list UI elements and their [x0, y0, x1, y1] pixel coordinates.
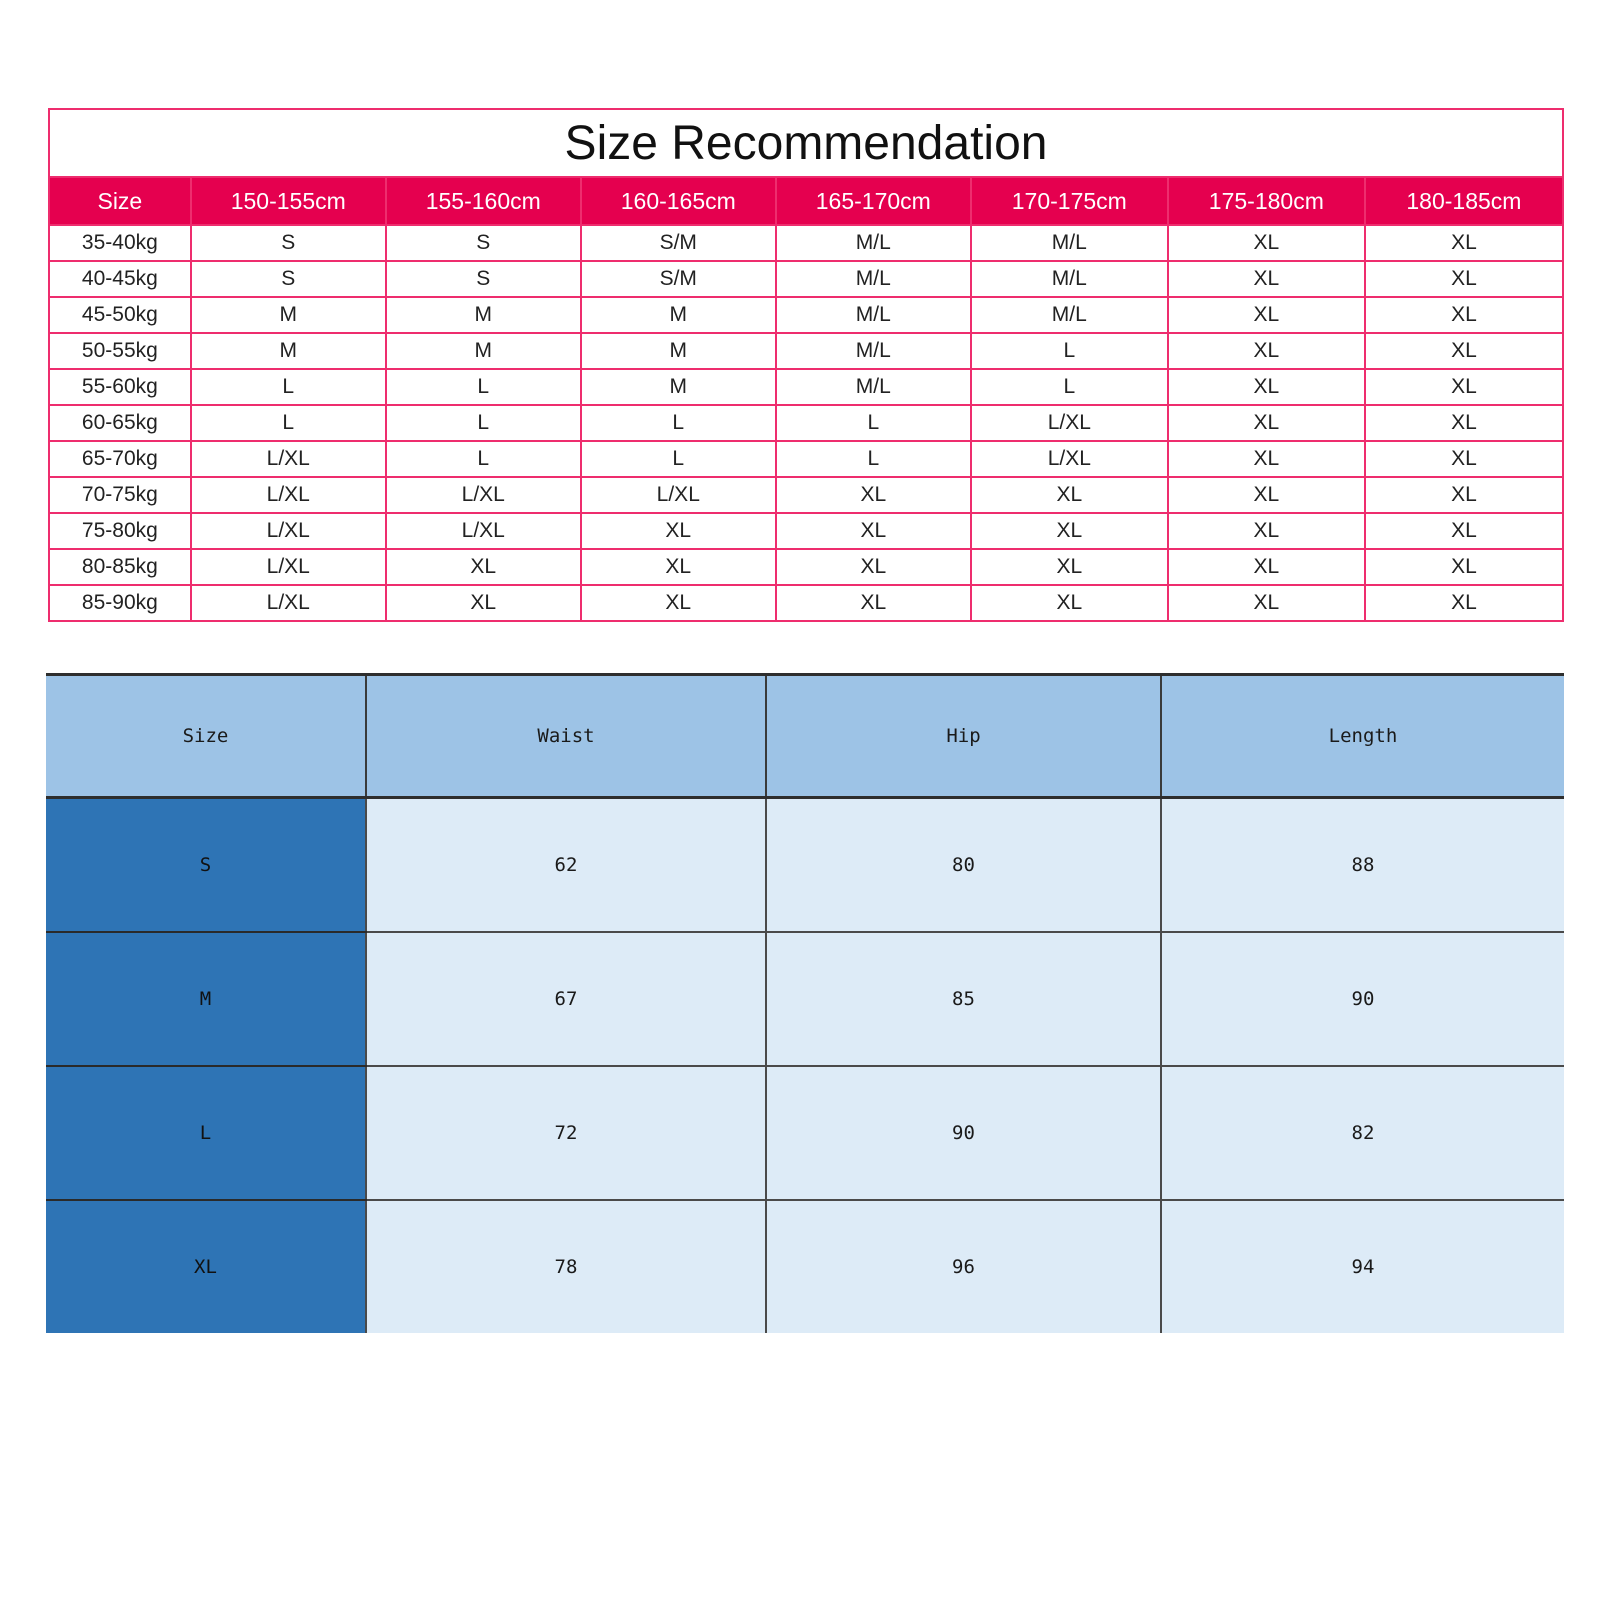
- recommended-size-cell: M/L: [776, 225, 971, 261]
- recommended-size-cell: XL: [1168, 477, 1365, 513]
- recommended-size-cell: S: [386, 261, 581, 297]
- recommended-size-cell: S/M: [581, 261, 776, 297]
- recommended-size-cell: S: [191, 261, 386, 297]
- height-header: 170-175cm: [971, 177, 1168, 225]
- recommended-size-cell: L/XL: [386, 477, 581, 513]
- height-header-row: [49, 177, 1563, 225]
- table-row: [49, 585, 1563, 621]
- recommended-size-cell: XL: [581, 513, 776, 549]
- recommended-size-cell: L: [386, 405, 581, 441]
- table-row: [49, 261, 1563, 297]
- table-title: Size Recommendation: [49, 109, 1563, 177]
- height-header: 175-180cm: [1168, 177, 1365, 225]
- recommended-size-cell: XL: [1168, 261, 1365, 297]
- recommended-size-cell: XL: [1168, 297, 1365, 333]
- size-label-cell: S: [46, 798, 366, 933]
- recommended-size-cell: L: [581, 441, 776, 477]
- recommended-size-cell: L: [776, 405, 971, 441]
- recommended-size-cell: M: [191, 297, 386, 333]
- recommended-size-cell: XL: [581, 585, 776, 621]
- hip-column-header: Hip: [766, 675, 1161, 798]
- table-row: [46, 1200, 1564, 1333]
- hip-value-cell: 85: [766, 932, 1161, 1066]
- size-column-header: Size: [46, 675, 366, 798]
- weight-range-cell: 35-40kg: [49, 225, 191, 261]
- height-header: 155-160cm: [386, 177, 581, 225]
- recommended-size-cell: M/L: [971, 297, 1168, 333]
- recommended-size-cell: XL: [1168, 513, 1365, 549]
- recommended-size-cell: L/XL: [191, 585, 386, 621]
- size-recommendation-table-container: [48, 108, 1564, 622]
- size-recommendation-table: [48, 108, 1564, 622]
- corner-size-label: Size: [49, 177, 191, 225]
- table-row: [46, 932, 1564, 1066]
- size-label-cell: L: [46, 1066, 366, 1200]
- recommended-size-cell: XL: [1365, 513, 1563, 549]
- recommended-size-cell: XL: [1365, 477, 1563, 513]
- height-header: 180-185cm: [1365, 177, 1563, 225]
- recommended-size-cell: M: [191, 333, 386, 369]
- recommended-size-cell: XL: [1168, 333, 1365, 369]
- length-value-cell: 82: [1161, 1066, 1564, 1200]
- recommended-size-cell: L/XL: [386, 513, 581, 549]
- recommended-size-cell: M/L: [776, 333, 971, 369]
- weight-range-cell: 75-80kg: [49, 513, 191, 549]
- recommended-size-cell: XL: [1365, 333, 1563, 369]
- height-header: 150-155cm: [191, 177, 386, 225]
- table-row: [49, 369, 1563, 405]
- recommended-size-cell: XL: [971, 477, 1168, 513]
- measurement-header-row: [46, 675, 1564, 798]
- weight-range-cell: 80-85kg: [49, 549, 191, 585]
- length-value-cell: 88: [1161, 798, 1564, 933]
- table-row: [49, 333, 1563, 369]
- length-column-header: Length: [1161, 675, 1564, 798]
- weight-range-cell: 55-60kg: [49, 369, 191, 405]
- recommended-size-cell: M/L: [971, 225, 1168, 261]
- weight-range-cell: 45-50kg: [49, 297, 191, 333]
- recommended-size-cell: XL: [971, 585, 1168, 621]
- waist-value-cell: 72: [366, 1066, 766, 1200]
- recommended-size-cell: L: [971, 369, 1168, 405]
- weight-range-cell: 85-90kg: [49, 585, 191, 621]
- weight-range-cell: 60-65kg: [49, 405, 191, 441]
- waist-value-cell: 67: [366, 932, 766, 1066]
- recommended-size-cell: XL: [1168, 369, 1365, 405]
- recommended-size-cell: XL: [971, 549, 1168, 585]
- recommended-size-cell: XL: [1365, 297, 1563, 333]
- recommended-size-cell: M: [581, 297, 776, 333]
- recommended-size-cell: XL: [581, 549, 776, 585]
- recommended-size-cell: L/XL: [971, 405, 1168, 441]
- table-row: [49, 513, 1563, 549]
- recommended-size-cell: L/XL: [971, 441, 1168, 477]
- measurement-table: [46, 673, 1564, 1333]
- recommended-size-cell: L/XL: [191, 441, 386, 477]
- waist-column-header: Waist: [366, 675, 766, 798]
- recommended-size-cell: M: [386, 333, 581, 369]
- recommended-size-cell: XL: [776, 513, 971, 549]
- length-value-cell: 90: [1161, 932, 1564, 1066]
- recommended-size-cell: XL: [1168, 585, 1365, 621]
- hip-value-cell: 96: [766, 1200, 1161, 1333]
- recommended-size-cell: L/XL: [581, 477, 776, 513]
- recommended-size-cell: XL: [386, 549, 581, 585]
- height-header: 165-170cm: [776, 177, 971, 225]
- recommended-size-cell: XL: [776, 585, 971, 621]
- recommended-size-cell: XL: [1168, 225, 1365, 261]
- recommended-size-cell: XL: [1365, 549, 1563, 585]
- recommended-size-cell: L/XL: [191, 477, 386, 513]
- recommended-size-cell: L: [386, 441, 581, 477]
- recommended-size-cell: M/L: [776, 369, 971, 405]
- recommended-size-cell: XL: [1365, 261, 1563, 297]
- weight-range-cell: 65-70kg: [49, 441, 191, 477]
- size-label-cell: XL: [46, 1200, 366, 1333]
- recommended-size-cell: XL: [1365, 369, 1563, 405]
- recommended-size-cell: M: [386, 297, 581, 333]
- recommended-size-cell: XL: [776, 477, 971, 513]
- table-row: [46, 798, 1564, 933]
- weight-range-cell: 50-55kg: [49, 333, 191, 369]
- recommended-size-cell: XL: [1168, 441, 1365, 477]
- table-row: [49, 477, 1563, 513]
- table-row: [49, 405, 1563, 441]
- recommended-size-cell: L/XL: [191, 549, 386, 585]
- waist-value-cell: 62: [366, 798, 766, 933]
- recommended-size-cell: M/L: [776, 297, 971, 333]
- measurement-table-container: [46, 673, 1564, 1333]
- hip-value-cell: 90: [766, 1066, 1161, 1200]
- recommended-size-cell: S/M: [581, 225, 776, 261]
- weight-range-cell: 70-75kg: [49, 477, 191, 513]
- recommended-size-cell: L: [386, 369, 581, 405]
- table-row: [49, 297, 1563, 333]
- size-label-cell: M: [46, 932, 366, 1066]
- recommended-size-cell: XL: [1365, 405, 1563, 441]
- recommended-size-cell: XL: [971, 513, 1168, 549]
- weight-range-cell: 40-45kg: [49, 261, 191, 297]
- table-row: [49, 225, 1563, 261]
- recommended-size-cell: M: [581, 333, 776, 369]
- recommended-size-cell: M/L: [971, 261, 1168, 297]
- table-row: [49, 441, 1563, 477]
- recommended-size-cell: L: [776, 441, 971, 477]
- recommended-size-cell: S: [191, 225, 386, 261]
- recommended-size-cell: L/XL: [191, 513, 386, 549]
- recommended-size-cell: M/L: [776, 261, 971, 297]
- waist-value-cell: 78: [366, 1200, 766, 1333]
- table-row: [49, 549, 1563, 585]
- length-value-cell: 94: [1161, 1200, 1564, 1333]
- recommended-size-cell: S: [386, 225, 581, 261]
- recommended-size-cell: XL: [1365, 585, 1563, 621]
- table-row: [46, 1066, 1564, 1200]
- size-recommendation-body: [49, 225, 1563, 621]
- recommended-size-cell: XL: [1168, 405, 1365, 441]
- height-header: 160-165cm: [581, 177, 776, 225]
- recommended-size-cell: XL: [386, 585, 581, 621]
- recommended-size-cell: XL: [1168, 549, 1365, 585]
- recommended-size-cell: XL: [1365, 441, 1563, 477]
- recommended-size-cell: XL: [776, 549, 971, 585]
- recommended-size-cell: L: [191, 405, 386, 441]
- recommended-size-cell: L: [581, 405, 776, 441]
- recommended-size-cell: L: [191, 369, 386, 405]
- measurement-body: [46, 798, 1564, 1334]
- hip-value-cell: 80: [766, 798, 1161, 933]
- recommended-size-cell: XL: [1365, 225, 1563, 261]
- recommended-size-cell: M: [581, 369, 776, 405]
- recommended-size-cell: L: [971, 333, 1168, 369]
